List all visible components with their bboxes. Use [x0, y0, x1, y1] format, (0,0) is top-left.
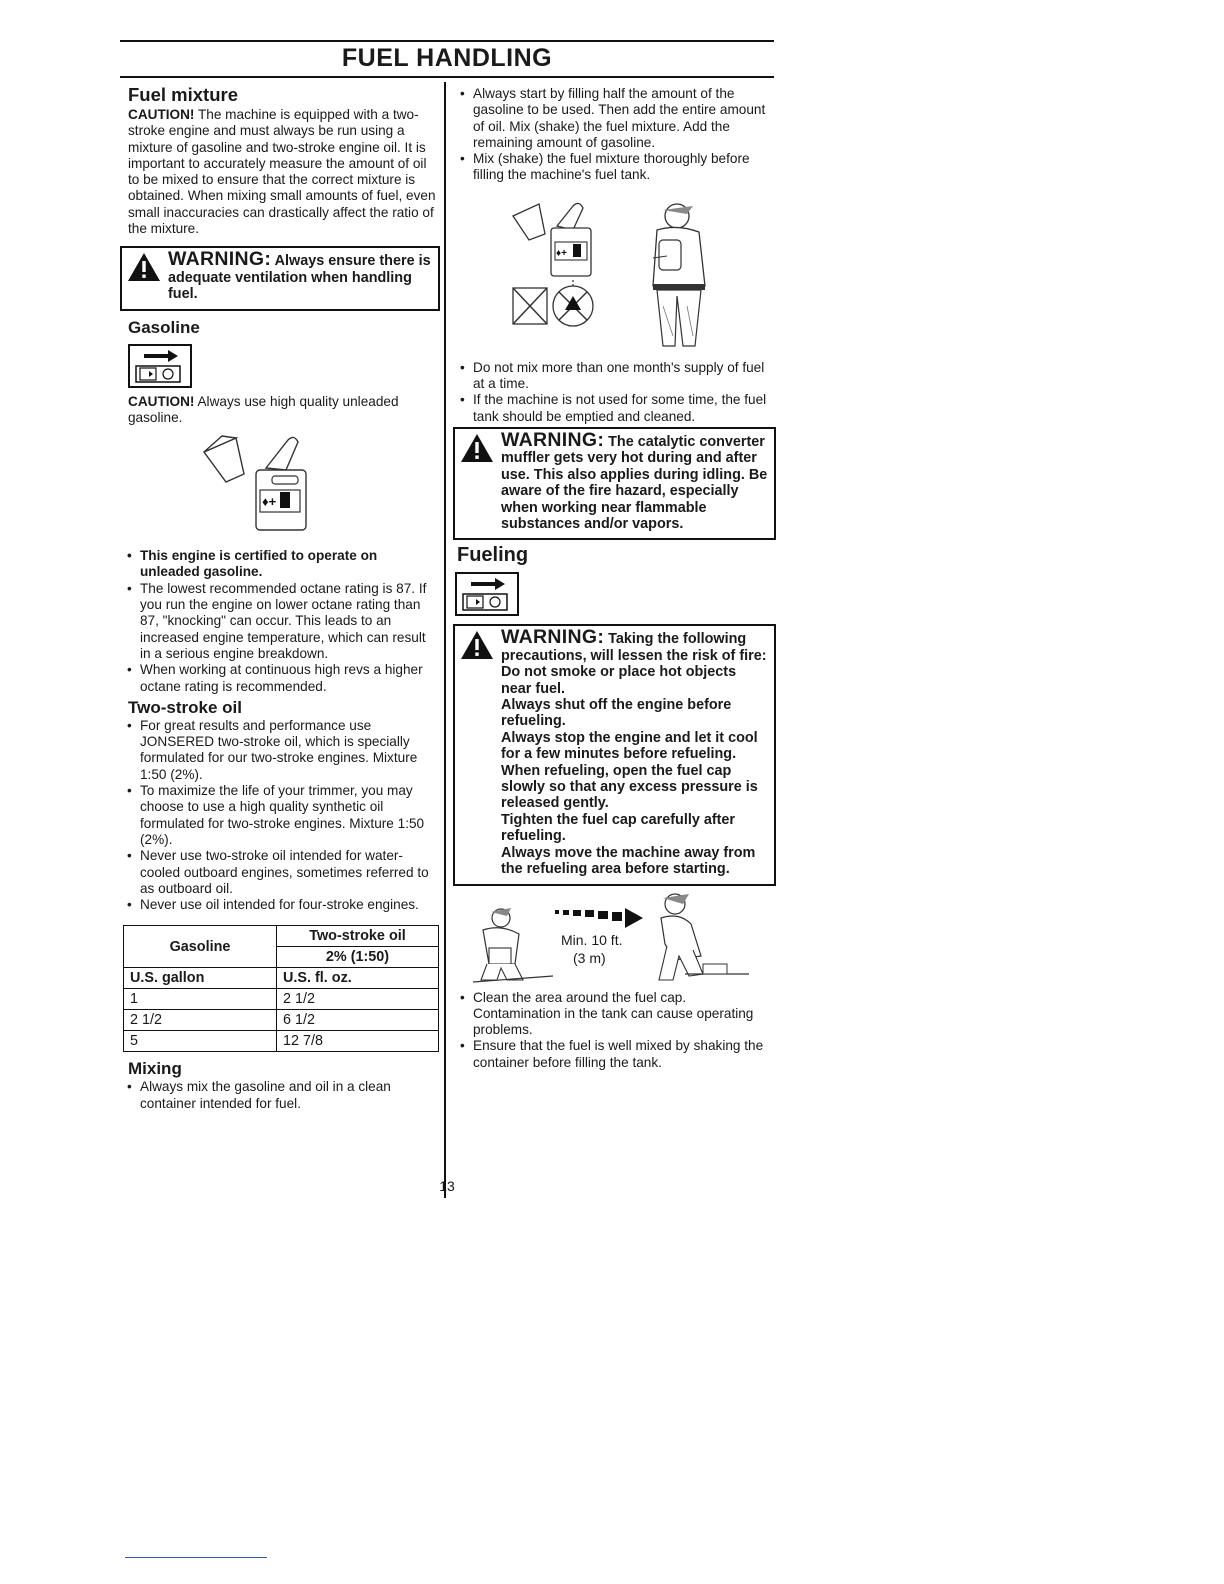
list-item: • This engine is certified to operate on unleaded gasoline.: [120, 548, 438, 581]
distance-label-meters: (3 m): [573, 949, 606, 966]
table-row: [124, 1031, 439, 1052]
gasoline-bullet-list: [120, 548, 438, 695]
mixing-and-shaking-illustration: [507, 196, 747, 356]
fueling-bullet-list: [453, 990, 774, 1071]
top-rule: [120, 40, 774, 42]
warning-label: WARNING:: [168, 248, 272, 271]
precaution-line: Always shut off the engine before refueling.: [501, 697, 732, 730]
gasoline-heading: Gasoline: [128, 317, 200, 337]
warning-box-ventilation: [120, 246, 440, 310]
fuel-mixture-heading: Fuel mixture: [128, 84, 238, 105]
warning-box-fueling-precautions: [453, 624, 776, 885]
list-item: • Always start by filling half the amount of the gasoline to be used. Then add the entire amount of oil. Mix (shake) the fuel mixture. Add the remaining amount of gasoline.: [453, 86, 774, 151]
dashed-arrow-icon: [555, 908, 643, 928]
svg-text:♦+: ♦+: [556, 247, 567, 259]
table-subheader-ratio: 2% (1:50): [277, 947, 439, 968]
list-item: • Do not mix more than one month's supply of fuel at a time.: [453, 360, 774, 393]
list-item: • When working at continuous high revs a higher octane rating is recommended.: [120, 662, 438, 695]
page-title: FUEL HANDLING: [341, 44, 553, 72]
table-cell: 2 1/2: [124, 1010, 277, 1031]
table-unit-oil: U.S. fl. oz.: [277, 968, 439, 989]
distance-label-feet: Min. 10 ft.: [561, 931, 623, 948]
warning-text: The catalytic converter muffler gets very hot during and after use. This also applies during idling. Be aware of the fire hazard, especially when working near flammable substances and/or vapors.: [501, 433, 768, 532]
table-header-gasoline: Gasoline: [124, 926, 277, 968]
title-rule: [120, 76, 774, 78]
storage-bullet-list: [453, 360, 774, 425]
list-item: • Never use oil intended for four-stroke engines.: [120, 897, 438, 913]
column-divider: [444, 82, 446, 1198]
list-item: • The lowest recommended octane rating is 87. If you run the engine on lower octane rating than 87, "knocking" can occur. This leads to an increased engine temperature, which can result in a serious engine breakdown.: [120, 581, 438, 662]
fueling-heading: Fueling: [457, 544, 529, 567]
table-header-two-stroke-oil: Two-stroke oil: [277, 926, 439, 947]
list-item: • If the machine is not used for some time, the fuel tank should be emptied and cleaned.: [453, 392, 774, 425]
table-cell: 1: [124, 989, 277, 1010]
list-item: • Always mix the gasoline and oil in a clean container intended for fuel.: [120, 1079, 438, 1112]
right-column: [453, 82, 774, 1071]
two-stroke-bullet-list: [120, 718, 438, 914]
table-cell: 5: [124, 1031, 277, 1052]
precaution-line: Do not smoke or place hot objects near fuel.: [501, 664, 737, 697]
warning-triangle-icon: [460, 433, 494, 463]
footer-link-underline: [125, 1557, 267, 1558]
list-item: • To maximize the life of your trimmer, you may choose to use a high quality synthetic oil formulated for two-stroke engines. Mixture 1:50 (2%).: [120, 783, 438, 848]
left-column: [120, 82, 438, 1112]
list-item: • For great results and performance use JONSERED two-stroke oil, which is specially formulated for our two-stroke engines. Mixture 1:50 (2%).: [120, 718, 438, 783]
mixing-heading: Mixing: [128, 1059, 182, 1079]
manual-page: [120, 38, 774, 1208]
warning-box-catalytic-converter: [453, 427, 776, 540]
svg-text:♦+: ♦+: [262, 494, 277, 510]
mixing-bullet-list: [120, 1079, 438, 1112]
precaution-line: Always move the machine away from the refueling area before starting.: [501, 844, 756, 878]
caution-text: The machine is equipped with a two-stroke engine and must always be run using a mixture of gasoline and two-stroke engine oil. It is important to accurately measure the amount of oil to be mixed to ensure that the correct mixture is obtained. When mixing small amounts of fuel, even small inaccuracies can drastically affect the ratio of the mixture.: [128, 107, 436, 237]
fuel-mixture-table: [123, 925, 439, 1052]
mixing-steps-bullet-list: [453, 86, 774, 184]
table-row: [124, 989, 439, 1010]
caution-paragraph-1: [120, 107, 438, 237]
caution-paragraph-2: [120, 394, 438, 427]
table-cell: 12 7/8: [277, 1031, 439, 1052]
caution-label: CAUTION!: [128, 107, 195, 122]
refueling-distance-illustration: [453, 890, 753, 988]
fuel-can-pouring-illustration: [196, 430, 326, 542]
list-item: • Clean the area around the fuel cap. Contamination in the tank can cause operating problems.: [453, 990, 774, 1039]
warning-triangle-icon: [460, 630, 494, 660]
list-item: • Never use two-stroke oil intended for water-cooled outboard engines, sometimes referred to as outboard oil.: [120, 848, 438, 897]
table-row: [124, 1010, 439, 1031]
warning-text: Always ensure there is adequate ventilation when handling fuel.: [168, 253, 431, 303]
gasoline-symbol-icon: [128, 344, 192, 388]
precaution-line: When refueling, open the fuel cap slowly so that any excess pressure is released gently.: [501, 762, 758, 812]
table-cell: 2 1/2: [277, 989, 439, 1010]
warning-label: WARNING:: [501, 626, 605, 649]
warning-triangle-icon: [127, 252, 161, 282]
warning-label: WARNING:: [501, 428, 605, 451]
list-item: • Ensure that the fuel is well mixed by shaking the container before filling the tank.: [453, 1038, 774, 1071]
caution-label: CAUTION!: [128, 393, 195, 409]
precaution-line: Always stop the engine and let it cool for a few minutes before refueling.: [501, 729, 758, 763]
precaution-line: Tighten the fuel cap carefully after refueling.: [501, 811, 736, 845]
caution-text: Always use high quality unleaded gasoline.: [128, 393, 399, 425]
fueling-symbol-icon: [455, 572, 519, 616]
warning-text: Taking the following precautions, will lessen the risk of fire:: [501, 631, 767, 664]
table-unit-gasoline: U.S. gallon: [124, 968, 277, 989]
two-stroke-oil-heading: Two-stroke oil: [128, 697, 242, 717]
list-item: • Mix (shake) the fuel mixture thoroughly before filling the machine's fuel tank.: [453, 151, 774, 184]
table-cell: 6 1/2: [277, 1010, 439, 1031]
page-number: 13: [439, 1178, 455, 1194]
